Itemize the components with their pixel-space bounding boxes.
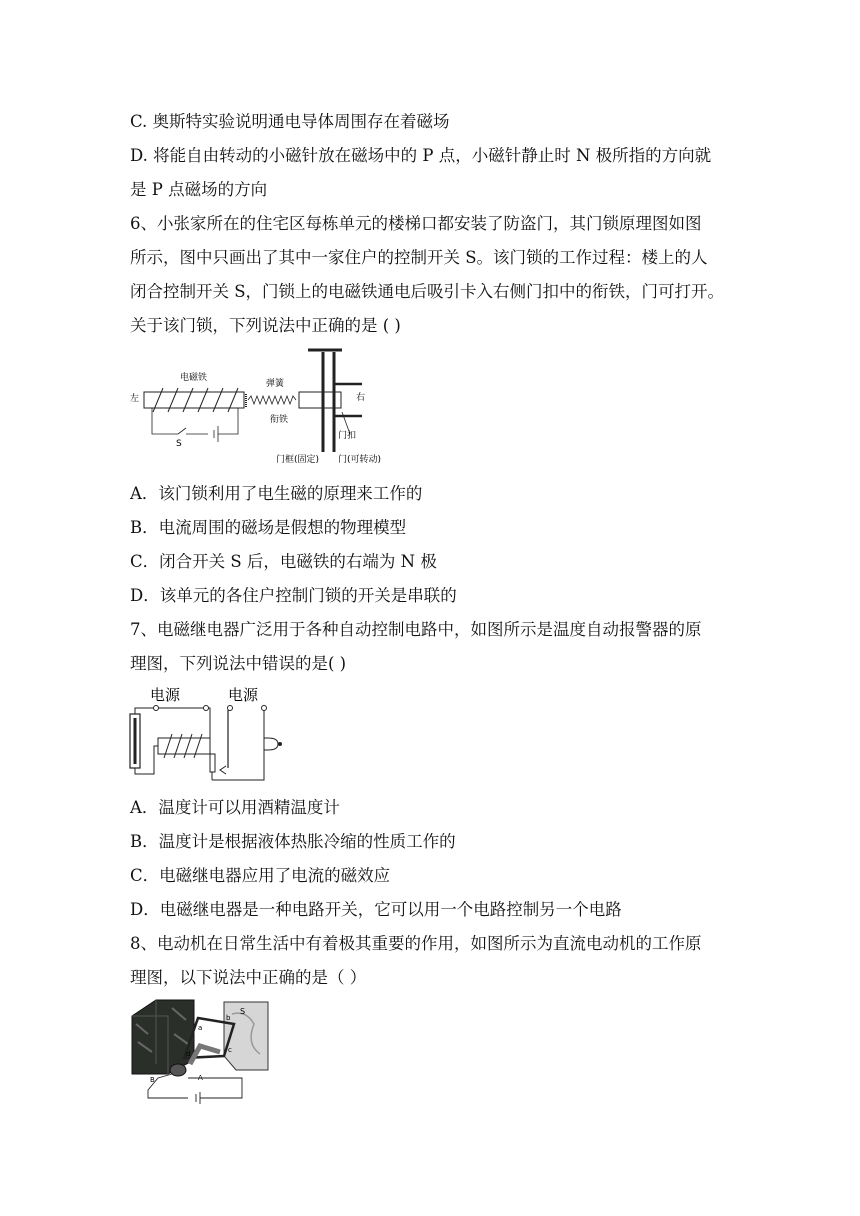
label-left: 左	[130, 394, 140, 404]
label-power-2: 电源	[228, 686, 259, 704]
svg-text:B: B	[150, 1076, 155, 1084]
commutator	[170, 1064, 186, 1076]
q6-option-b: B．电流周围的磁场是假想的物理模型	[130, 518, 407, 537]
q6-line3: 闭合控制开关 S，门锁上的电磁铁通电后吸引卡入右侧门扣中的衔铁，门可打开。	[130, 282, 725, 301]
svg-text:d: d	[186, 1050, 191, 1058]
q8-line1: 8、电动机在日常生活中有着极其重要的作用，如图所示为直流电动机的工作原	[130, 934, 702, 953]
label-spring: 弹簧	[266, 379, 285, 389]
label-frame: 门框(固定)	[276, 455, 320, 465]
label-switch: S	[176, 439, 182, 449]
q6-option-a: A．该门锁利用了电生磁的原理来工作的	[130, 484, 423, 503]
label-electromagnet: 电磁铁	[180, 373, 208, 383]
door-lock-diagram	[128, 342, 398, 470]
spring	[248, 396, 296, 404]
q7-option-c: C．电磁继电器应用了电流的磁效应	[130, 866, 391, 885]
svg-text:A: A	[198, 1074, 203, 1082]
dc-motor-diagram	[128, 994, 274, 1104]
option-5d-line2: 是 P 点磁场的方向	[130, 180, 268, 199]
label-s: S	[240, 1007, 246, 1016]
svg-text:b: b	[226, 1014, 231, 1022]
bell-icon	[264, 738, 278, 750]
label-right: 右	[356, 393, 366, 403]
q7-line2: 理图，下列说法中错误的是( )	[130, 654, 347, 673]
q8-line2: 理图，以下说法中正确的是（ ）	[130, 968, 367, 987]
magnet-n	[132, 1000, 194, 1074]
circuit-wire	[152, 408, 238, 442]
option-5d-line1: D. 将能自由转动的小磁针放在磁场中的 P 点，小磁针静止时 N 极所指的方向就	[130, 146, 712, 165]
label-armature: 衔铁	[270, 415, 289, 425]
q6-line2: 所示，图中只画出了其中一家住户的控制开关 S。该门锁的工作过程：楼上的人	[130, 248, 708, 267]
q6-line1: 6、小张家所在的住宅区每栋单元的楼梯口都安装了防盗门，其门锁原理图如图	[130, 214, 702, 233]
label-latch: 门扣	[338, 431, 357, 441]
motor-circuit	[148, 1074, 242, 1104]
temperature-alarm-diagram	[126, 682, 286, 784]
q6-line4: 关于该门锁，下列说法中正确的是 ( )	[130, 316, 401, 335]
q7-option-d: D．电磁继电器是一种电路开关，它可以用一个电路控制另一个电路	[130, 900, 622, 919]
option-5c: C. 奥斯特实验说明通电导体周围存在着磁场	[130, 112, 450, 131]
q6-option-d: D．该单元的各住户控制门锁的开关是串联的	[130, 586, 457, 605]
q6-option-c: C．闭合开关 S 后，电磁铁的右端为 N 极	[130, 552, 437, 571]
q7-option-a: A．温度计可以用酒精温度计	[130, 798, 340, 817]
svg-text:a: a	[198, 1024, 203, 1032]
label-power-1: 电源	[150, 686, 181, 704]
svg-text:c: c	[228, 1046, 232, 1054]
q7-line1: 7、电磁继电器广泛用于各种自动控制电路中，如图所示是温度自动报警器的原	[130, 620, 702, 639]
electromagnet-core	[144, 392, 244, 408]
q7-option-b: B．温度计是根据液体热胀冷缩的性质工作的	[130, 832, 456, 851]
label-door: 门(可转动)	[338, 455, 382, 465]
